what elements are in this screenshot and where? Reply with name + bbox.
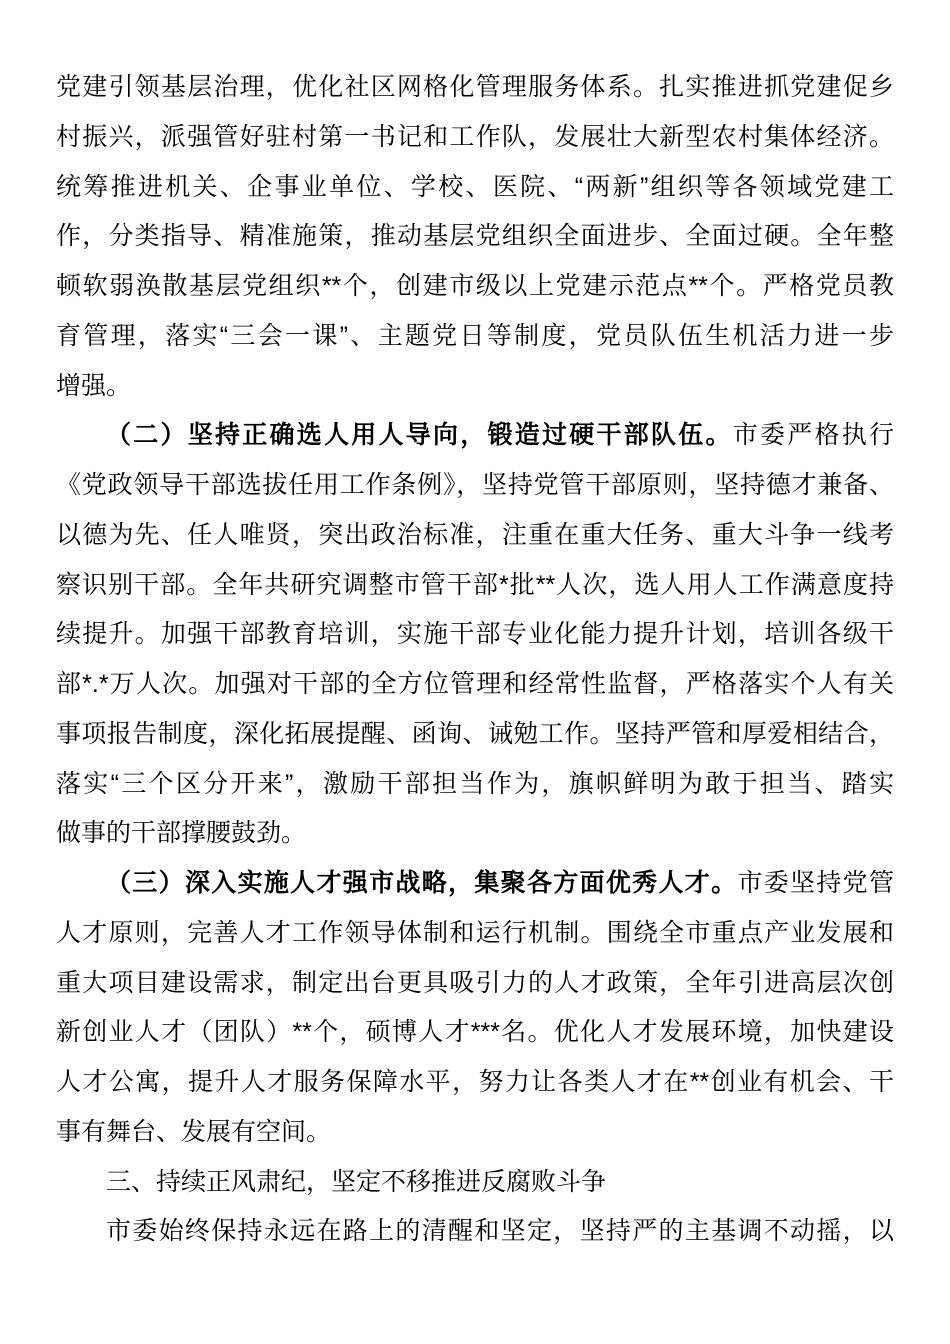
text-line [56,959,894,1009]
text-line [56,1008,894,1058]
text-line [56,312,894,362]
text-run: 三、持续正风肃纪，坚定不移推进反腐败斗争 [106,1167,607,1196]
text-run: 统筹推进机关、企事业单位、学校、医院、“两新”组织等各领域党建工 [56,172,894,201]
text-run: 市委坚持党管 [737,869,894,897]
text-line [56,760,894,810]
text-line [56,63,894,113]
text-run: 《党政领导干部选拔任用工作条例》，坚持党管干部原则，坚持德才兼备、 [56,471,894,499]
document-content [56,63,894,1257]
text-line [56,561,894,611]
paragraph [56,63,894,411]
text-run: 市委严格执行 [732,421,894,450]
text-line [56,212,894,262]
paragraph [56,1207,894,1257]
text-run: 事项报告制度，深化拓展提醒、函询、诫勉工作。坚持严管和厚爱相结合， [56,719,894,748]
text-line [56,1108,894,1158]
text-run: 做事的干部撑腰鼓劲。 [56,819,307,848]
text-line [56,163,894,213]
text-run: 作，分类指导、精准施策，推动基层党组织全面进步、全面过硬。全年整 [56,222,894,251]
text-line [56,461,894,511]
bold-text-run: （二）坚持正确选人用人导向，锻造过硬干部队伍。 [106,421,733,450]
text-line [56,362,894,412]
text-run: 人才公寓，提升人才服务保障水平，努力让各类人才在**创业有机会、干 [56,1068,894,1096]
text-run: 顿软弱涣散基层党组织**个，创建市级以上党建示范点**个。严格党员教 [56,272,894,300]
text-line [56,710,894,760]
text-line [56,809,894,859]
text-run: 续提升。加强干部教育培训，实施干部专业化能力提升计划，培训各级干 [56,620,894,649]
text-line [56,113,894,163]
text-line [56,859,894,909]
paragraph [56,859,894,1158]
text-run: 察识别干部。全年共研究调整市管干部*批**人次，选人用人工作满意度持 [56,570,894,599]
text-line [56,909,894,959]
text-run: 部*.*万人次。加强对干部的全方位管理和经常性监督，严格落实个人有关 [56,670,894,698]
text-run: 党建引领基层治理，优化社区网格化管理服务体系。扎实推进抓党建促乡 [56,73,894,101]
text-line [56,660,894,710]
text-line [56,1058,894,1108]
text-run: 落实“三个区分开来”，激励干部担当作为，旗帜鲜明为敢于担当、踏实 [56,769,894,798]
text-run: 重大项目建设需求，制定出台更具吸引力的人才政策，全年引进高层次创 [56,968,894,997]
text-line [56,1158,894,1208]
text-run: 村振兴，派强管好驻村第一书记和工作队，发展壮大新型农村集体经济。 [56,122,894,151]
text-line [56,411,894,461]
text-run: 新创业人才（团队）**个，硕博人才***名。优化人才发展环境，加快建设 [56,1018,894,1047]
text-run: 人才原则，完善人才工作领导体制和运行机制。围绕全市重点产业发展和 [56,918,894,947]
text-run: 市委始终保持永远在路上的清醒和坚定，坚持严的主基调不动摇，以 [106,1217,894,1246]
text-run: 增强。 [56,371,132,400]
text-line [56,610,894,660]
bold-text-run: （三）深入实施人才强市战略，集聚各方面优秀人才。 [106,869,738,897]
text-line [56,1207,894,1257]
paragraph [56,411,894,859]
text-line [56,511,894,561]
text-line [56,262,894,312]
text-run: 以德为先、任人唯贤，突出政治标准，注重在重大任务、重大斗争一线考 [56,520,894,549]
text-run: 事有舞台、发展有空间。 [56,1117,332,1146]
text-run: 育管理，落实“三会一课”、主题党日等制度，党员队伍生机活力进一步 [56,321,894,350]
section-heading [56,1158,894,1208]
